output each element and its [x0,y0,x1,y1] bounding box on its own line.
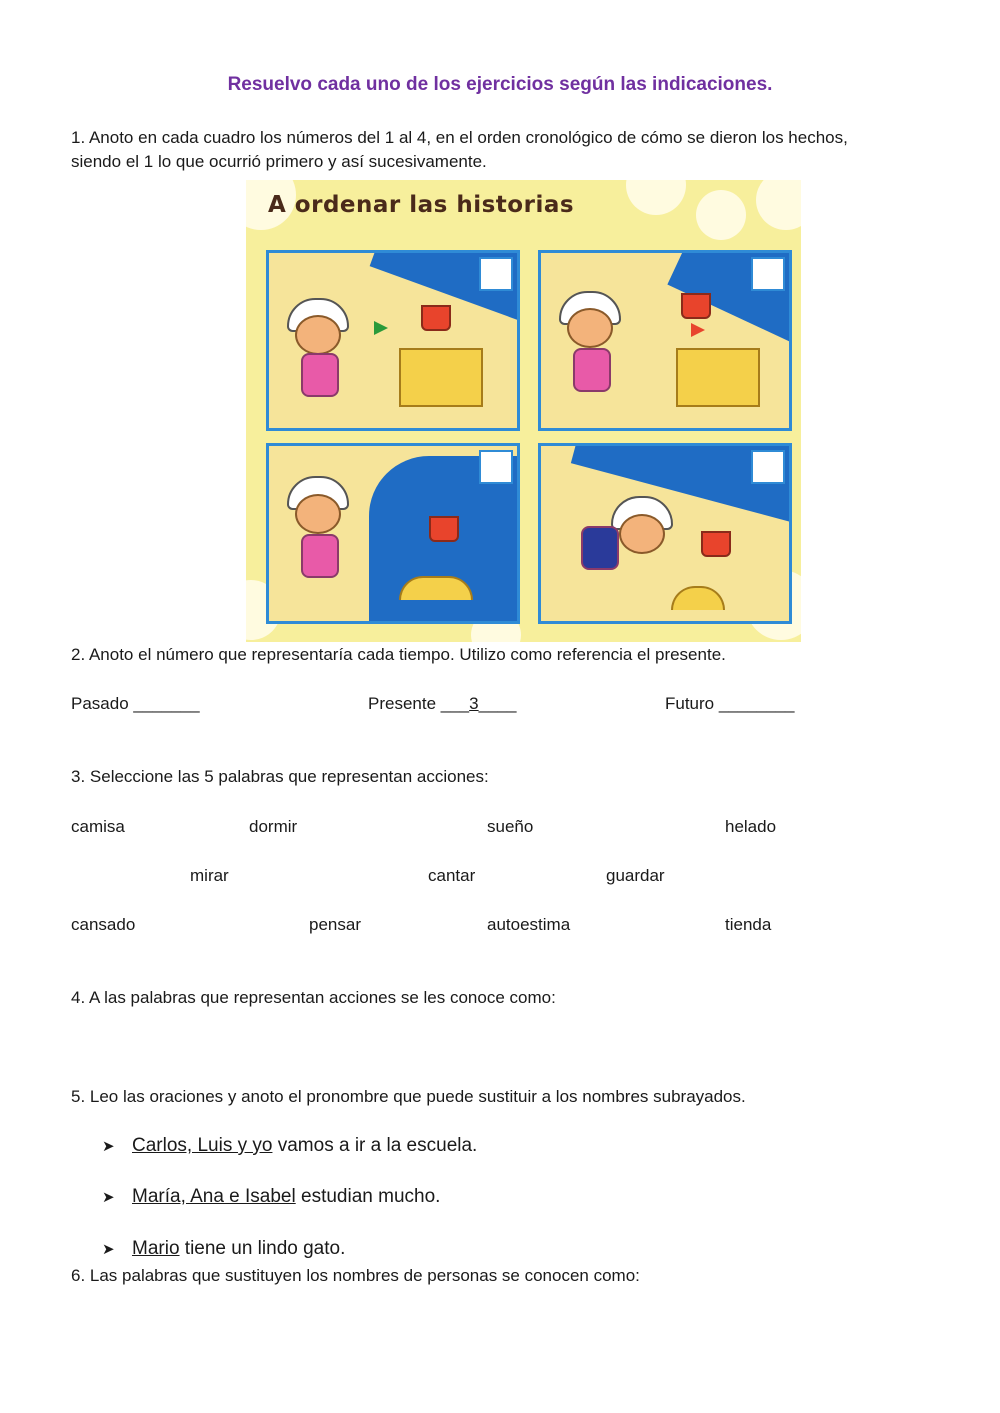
underlined-names: Mario [132,1238,180,1259]
word-option[interactable]: dormir [249,817,298,836]
sentence-rest: tiene un lindo gato. [179,1238,346,1259]
arrow-bullet-icon: ➤ [102,1189,115,1206]
question-6-prompt: 6. Las palabras que sustituyen los nombres de personas se conocen como: [71,1266,640,1285]
sentence-rest: vamos a ir a la escuela. [272,1135,478,1156]
pasado-blank[interactable]: Pasado _______ [71,694,200,713]
word-option[interactable]: pensar [309,915,361,934]
story-panel-3 [266,443,520,624]
futuro-blank[interactable]: Futuro ________ [665,694,795,713]
story-panel-4 [538,443,792,624]
page-title: Resuelvo cada uno de los ejercicios según las indicaciones. [227,74,773,95]
underlined-names: Carlos, Luis y yo [132,1135,273,1156]
word-option[interactable]: guardar [606,866,665,885]
word-option[interactable]: cansado [71,915,136,934]
word-option[interactable]: sueño [487,817,534,836]
question-2-prompt: 2. Anoto el número que representaría cada tiempo. Utilizo como referencia el presente. [71,645,726,664]
question-1-line-2: siendo el 1 lo que ocurrió primero y así sucesivamente. [71,152,487,171]
arrow-bullet-icon: ➤ [102,1241,115,1258]
answer-box-4[interactable] [751,450,785,484]
word-option[interactable]: tienda [725,915,772,934]
presente-label: Presente [368,694,441,713]
story-heading: A ordenar las historias [268,192,575,218]
question-3-prompt: 3. Seleccione las 5 palabras que representan acciones: [71,767,489,786]
story-illustration [246,180,801,642]
presente-field[interactable] [368,692,516,716]
answer-box-2[interactable] [751,257,785,291]
word-option[interactable]: cantar [428,866,476,885]
story-panel-1 [266,250,520,431]
word-option[interactable]: autoestima [487,915,571,934]
presente-line-before: ___ [440,694,470,713]
word-option[interactable]: camisa [71,817,125,836]
story-panel-2 [538,250,792,431]
sentence-rest: estudian mucho. [295,1186,441,1207]
word-option[interactable]: helado [725,817,777,836]
answer-box-1[interactable] [479,257,513,291]
presente-value: 3 [469,694,479,713]
word-option[interactable]: mirar [190,866,229,885]
sentence-item [102,1184,440,1211]
presente-line-after: ____ [478,694,517,713]
sentence-item [102,1236,345,1263]
sentence-item [102,1133,477,1160]
underlined-names: María, Ana e Isabel [132,1186,296,1207]
question-4-prompt: 4. A las palabras que representan acciones se les conoce como: [71,988,556,1007]
question-5-prompt: 5. Leo las oraciones y anoto el pronombre que puede sustituir a los nombres subrayados. [71,1087,746,1106]
question-1-line-1: 1. Anoto en cada cuadro los números del 1 al 4, en el orden cronológico de cómo se dieron los hechos, [71,128,848,147]
answer-box-3[interactable] [479,450,513,484]
arrow-bullet-icon: ➤ [102,1138,115,1155]
